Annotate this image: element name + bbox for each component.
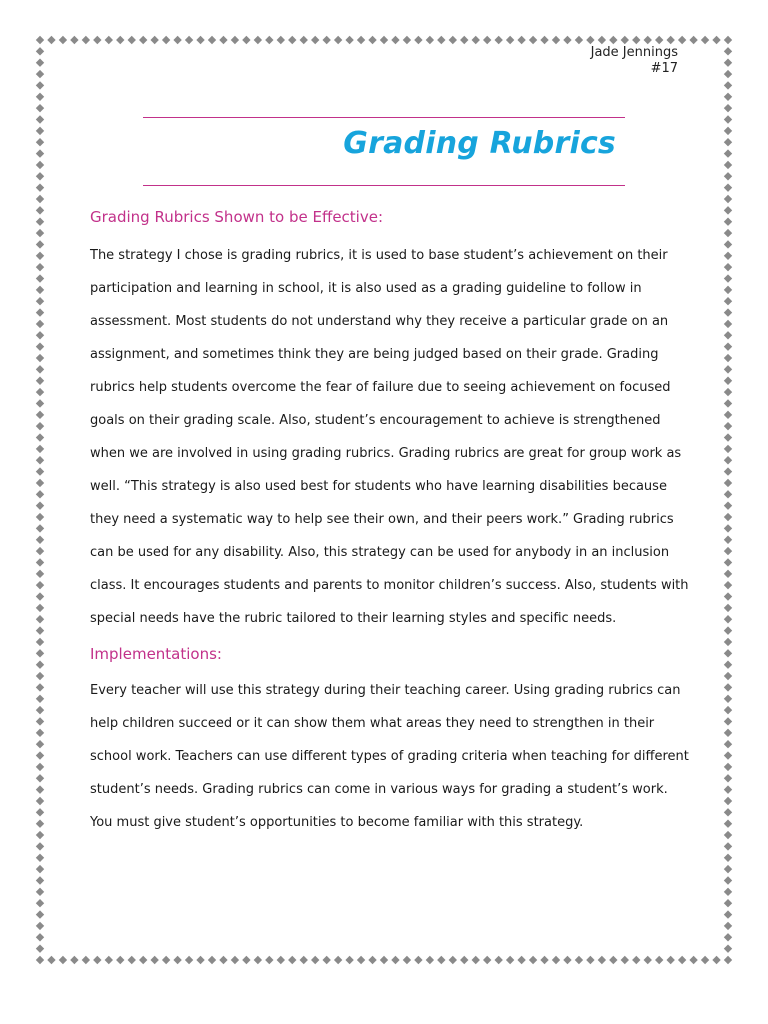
border-diamond xyxy=(552,36,560,44)
border-diamond xyxy=(36,922,44,930)
border-diamond xyxy=(621,956,629,964)
border-diamond xyxy=(724,297,732,305)
border-diamond xyxy=(36,683,44,691)
border-diamond xyxy=(36,649,44,657)
border-diamond xyxy=(586,36,594,44)
border-diamond xyxy=(460,36,468,44)
border-diamond xyxy=(575,956,583,964)
border-diamond xyxy=(36,422,44,430)
border-diamond xyxy=(575,36,583,44)
border-diamond xyxy=(598,956,606,964)
border-diamond xyxy=(724,626,732,634)
border-diamond xyxy=(36,206,44,214)
border-diamond xyxy=(36,547,44,555)
border-diamond xyxy=(36,729,44,737)
border-diamond xyxy=(494,956,502,964)
border-diamond xyxy=(632,956,640,964)
border-diamond xyxy=(724,740,732,748)
border-diamond xyxy=(666,36,674,44)
border-diamond xyxy=(36,297,44,305)
border-diamond xyxy=(36,695,44,703)
border-diamond xyxy=(357,956,365,964)
border-diamond xyxy=(724,831,732,839)
border-diamond xyxy=(724,388,732,396)
border-diamond xyxy=(724,274,732,282)
border-diamond xyxy=(529,36,537,44)
border-diamond xyxy=(36,286,44,294)
border-diamond xyxy=(724,513,732,521)
border-diamond xyxy=(391,36,399,44)
border-diamond xyxy=(311,36,319,44)
border-diamond xyxy=(724,47,732,55)
border-diamond xyxy=(36,388,44,396)
border-diamond xyxy=(36,47,44,55)
border-diamond xyxy=(644,956,652,964)
border-diamond xyxy=(724,445,732,453)
border-diamond xyxy=(265,956,273,964)
border-diamond xyxy=(724,36,732,44)
border-diamond xyxy=(724,660,732,668)
border-diamond xyxy=(403,36,411,44)
border-diamond xyxy=(242,36,250,44)
border-diamond xyxy=(36,706,44,714)
border-diamond xyxy=(724,59,732,67)
border-diamond xyxy=(288,36,296,44)
border-diamond xyxy=(724,206,732,214)
border-diamond xyxy=(724,524,732,532)
border-diamond xyxy=(322,956,330,964)
border-diamond xyxy=(36,570,44,578)
border-diamond xyxy=(36,842,44,850)
border-diamond xyxy=(506,956,514,964)
border-diamond xyxy=(724,195,732,203)
border-diamond xyxy=(162,956,170,964)
border-diamond xyxy=(724,104,732,112)
border-diamond xyxy=(724,615,732,623)
border-diamond xyxy=(277,36,285,44)
border-diamond xyxy=(36,615,44,623)
border-diamond xyxy=(689,36,697,44)
border-diamond xyxy=(36,149,44,157)
border-diamond xyxy=(724,365,732,373)
border-diamond xyxy=(472,956,480,964)
border-diamond xyxy=(36,59,44,67)
border-diamond xyxy=(36,399,44,407)
border-diamond xyxy=(208,956,216,964)
border-diamond xyxy=(621,36,629,44)
border-diamond xyxy=(712,956,720,964)
border-diamond xyxy=(437,36,445,44)
border-diamond xyxy=(517,956,525,964)
author-number: #17 xyxy=(650,61,678,76)
border-diamond xyxy=(437,956,445,964)
border-diamond xyxy=(724,172,732,180)
border-diamond xyxy=(724,570,732,578)
border-diamond xyxy=(724,842,732,850)
border-diamond xyxy=(36,342,44,350)
border-diamond xyxy=(300,36,308,44)
border-diamond xyxy=(36,161,44,169)
title-rule-bottom xyxy=(143,185,625,186)
border-diamond xyxy=(36,524,44,532)
border-diamond xyxy=(724,229,732,237)
border-diamond xyxy=(724,683,732,691)
border-diamond xyxy=(36,456,44,464)
border-diamond xyxy=(724,240,732,248)
border-diamond xyxy=(655,36,663,44)
border-diamond xyxy=(36,377,44,385)
border-diamond xyxy=(529,956,537,964)
border-diamond xyxy=(116,36,124,44)
border-diamond xyxy=(724,751,732,759)
border-diamond xyxy=(724,263,732,271)
border-diamond xyxy=(36,308,44,316)
border-diamond xyxy=(59,956,67,964)
border-diamond xyxy=(701,956,709,964)
border-diamond xyxy=(724,320,732,328)
border-diamond xyxy=(36,672,44,680)
border-diamond xyxy=(36,626,44,634)
border-diamond xyxy=(483,956,491,964)
border-diamond xyxy=(724,308,732,316)
border-diamond xyxy=(403,956,411,964)
border-diamond xyxy=(36,252,44,260)
border-diamond xyxy=(36,831,44,839)
border-diamond xyxy=(724,706,732,714)
border-diamond xyxy=(173,36,181,44)
border-diamond xyxy=(254,956,262,964)
border-diamond xyxy=(196,956,204,964)
border-diamond xyxy=(36,717,44,725)
border-diamond xyxy=(678,956,686,964)
border-diamond xyxy=(36,763,44,771)
border-diamond xyxy=(345,36,353,44)
border-diamond xyxy=(139,36,147,44)
border-diamond xyxy=(414,36,422,44)
border-diamond xyxy=(254,36,262,44)
border-diamond xyxy=(334,36,342,44)
border-diamond xyxy=(185,36,193,44)
border-diamond xyxy=(724,649,732,657)
border-diamond xyxy=(724,354,732,362)
border-diamond xyxy=(36,195,44,203)
border-diamond xyxy=(724,536,732,544)
border-diamond xyxy=(36,81,44,89)
border-diamond xyxy=(150,956,158,964)
border-diamond xyxy=(724,592,732,600)
border-diamond xyxy=(288,956,296,964)
border-diamond xyxy=(666,956,674,964)
border-diamond xyxy=(36,127,44,135)
border-diamond xyxy=(36,888,44,896)
border-diamond xyxy=(36,785,44,793)
border-diamond xyxy=(724,729,732,737)
border-diamond xyxy=(219,956,227,964)
border-diamond xyxy=(70,956,78,964)
border-diamond xyxy=(632,36,640,44)
section-body-effective: The strategy I chose is grading rubrics, it is used to base student’s achievement on their participation and learning in school, it is also used as a grading guideline to follow in assessment. Most students do not understand why they receive a particular grade on an assignment, and sometimes think they are being judged based on their grade. Grading rubrics help students overcome the fear of failure due to seeing achievement on focused goals on their grading scale. Also, student’s encouragement to achieve is strengthened when we are involved in using grading rubrics. Grading rubrics are great for group work as well. “This strategy is also used best for students who have learning disabilities because they need a systematic way to help see their own, and their peers work.” Grading rubrics can be used for any disability. Also, this strategy can be used for anybody in an inclusion class. It encourages students and parents to monitor children’s success. Also, students with special needs have the rubric tailored to their learning styles and specific needs. xyxy=(90,248,689,626)
border-diamond xyxy=(598,36,606,44)
border-diamond xyxy=(724,638,732,646)
border-diamond xyxy=(36,638,44,646)
border-diamond xyxy=(36,479,44,487)
border-diamond xyxy=(36,944,44,952)
border-diamond xyxy=(357,36,365,44)
border-diamond xyxy=(185,956,193,964)
border-diamond xyxy=(724,797,732,805)
border-diamond xyxy=(506,36,514,44)
border-diamond xyxy=(724,490,732,498)
border-diamond xyxy=(724,854,732,862)
section-heading-effective: Grading Rubrics Shown to be Effective: xyxy=(90,208,383,226)
border-diamond xyxy=(449,956,457,964)
border-diamond xyxy=(724,604,732,612)
border-diamond xyxy=(47,36,55,44)
border-diamond xyxy=(36,354,44,362)
border-diamond xyxy=(724,774,732,782)
border-diamond xyxy=(724,183,732,191)
border-diamond xyxy=(36,660,44,668)
border-diamond xyxy=(36,899,44,907)
border-diamond xyxy=(426,956,434,964)
border-diamond xyxy=(36,592,44,600)
border-diamond xyxy=(724,888,732,896)
border-diamond xyxy=(105,36,113,44)
border-diamond xyxy=(724,218,732,226)
border-diamond xyxy=(322,36,330,44)
border-diamond xyxy=(414,956,422,964)
author-block xyxy=(591,45,678,77)
border-diamond xyxy=(36,70,44,78)
border-diamond xyxy=(426,36,434,44)
border-diamond xyxy=(724,558,732,566)
border-diamond xyxy=(36,320,44,328)
border-diamond xyxy=(231,956,239,964)
border-diamond xyxy=(36,490,44,498)
border-diamond xyxy=(724,501,732,509)
border-diamond xyxy=(494,36,502,44)
border-diamond xyxy=(70,36,78,44)
border-diamond xyxy=(36,183,44,191)
border-diamond xyxy=(724,933,732,941)
page-title: Grading Rubrics xyxy=(343,126,616,161)
border-diamond xyxy=(724,81,732,89)
border-diamond xyxy=(334,956,342,964)
border-diamond xyxy=(36,172,44,180)
border-diamond xyxy=(724,411,732,419)
border-diamond xyxy=(300,956,308,964)
border-diamond xyxy=(552,956,560,964)
border-diamond xyxy=(36,910,44,918)
border-diamond xyxy=(277,956,285,964)
border-diamond xyxy=(36,36,44,44)
border-diamond xyxy=(36,876,44,884)
border-diamond xyxy=(609,956,617,964)
border-diamond xyxy=(724,456,732,464)
border-diamond xyxy=(36,93,44,101)
border-diamond xyxy=(173,956,181,964)
border-diamond xyxy=(724,331,732,339)
border-diamond xyxy=(93,956,101,964)
border-diamond xyxy=(701,36,709,44)
border-diamond xyxy=(36,218,44,226)
border-diamond xyxy=(36,854,44,862)
border-diamond xyxy=(472,36,480,44)
border-diamond xyxy=(724,149,732,157)
border-diamond xyxy=(36,263,44,271)
border-diamond xyxy=(36,751,44,759)
border-diamond xyxy=(391,956,399,964)
border-diamond xyxy=(724,127,732,135)
border-diamond xyxy=(345,956,353,964)
title-rule-top xyxy=(143,117,625,118)
border-diamond xyxy=(517,36,525,44)
border-diamond xyxy=(724,547,732,555)
border-diamond xyxy=(460,956,468,964)
border-diamond xyxy=(724,286,732,294)
border-diamond xyxy=(540,956,548,964)
border-diamond xyxy=(128,956,136,964)
border-diamond xyxy=(724,808,732,816)
border-diamond xyxy=(724,479,732,487)
border-diamond xyxy=(231,36,239,44)
border-diamond xyxy=(724,399,732,407)
border-diamond xyxy=(128,36,136,44)
border-diamond xyxy=(36,820,44,828)
border-diamond xyxy=(36,138,44,146)
border-diamond xyxy=(265,36,273,44)
border-diamond xyxy=(724,342,732,350)
border-diamond xyxy=(116,956,124,964)
border-diamond xyxy=(36,229,44,237)
border-diamond xyxy=(36,467,44,475)
border-diamond xyxy=(36,365,44,373)
border-diamond xyxy=(36,774,44,782)
border-diamond xyxy=(36,411,44,419)
border-diamond xyxy=(208,36,216,44)
border-diamond xyxy=(609,36,617,44)
border-diamond xyxy=(36,501,44,509)
border-diamond xyxy=(380,956,388,964)
border-diamond xyxy=(724,944,732,952)
border-diamond xyxy=(689,956,697,964)
border-diamond xyxy=(47,956,55,964)
border-diamond xyxy=(724,876,732,884)
border-diamond xyxy=(724,115,732,123)
border-diamond xyxy=(724,161,732,169)
section-body-implementations: Every teacher will use this strategy during their teaching career. Using grading rubrics can help children succeed or it can show them what areas they need to strengthen in their school work. Teachers can use different types of grading criteria when teaching for different student’s needs. Grading rubrics can come in various ways for grading a student’s work. You must give student’s opportunities to become familiar with this strategy. xyxy=(90,683,689,830)
border-diamond xyxy=(712,36,720,44)
border-diamond xyxy=(368,956,376,964)
border-diamond xyxy=(724,956,732,964)
border-diamond xyxy=(36,604,44,612)
border-diamond xyxy=(150,36,158,44)
border-diamond xyxy=(724,695,732,703)
border-diamond xyxy=(724,820,732,828)
border-diamond xyxy=(449,36,457,44)
border-diamond xyxy=(311,956,319,964)
border-diamond xyxy=(36,115,44,123)
border-diamond xyxy=(36,956,44,964)
border-diamond xyxy=(36,445,44,453)
border-diamond xyxy=(563,956,571,964)
border-diamond xyxy=(724,422,732,430)
border-diamond xyxy=(724,377,732,385)
border-diamond xyxy=(724,138,732,146)
border-diamond xyxy=(655,956,663,964)
border-diamond xyxy=(36,433,44,441)
border-diamond xyxy=(36,740,44,748)
border-diamond xyxy=(36,274,44,282)
border-diamond xyxy=(724,433,732,441)
border-diamond xyxy=(368,36,376,44)
border-diamond xyxy=(162,36,170,44)
border-diamond xyxy=(724,252,732,260)
border-diamond xyxy=(93,36,101,44)
border-diamond xyxy=(724,785,732,793)
border-diamond xyxy=(724,922,732,930)
border-diamond xyxy=(724,672,732,680)
border-diamond xyxy=(105,956,113,964)
border-diamond xyxy=(36,104,44,112)
border-diamond xyxy=(724,899,732,907)
border-diamond xyxy=(36,558,44,566)
border-diamond xyxy=(586,956,594,964)
border-diamond xyxy=(36,797,44,805)
border-diamond xyxy=(540,36,548,44)
border-diamond xyxy=(139,956,147,964)
border-diamond xyxy=(724,70,732,78)
border-diamond xyxy=(483,36,491,44)
border-diamond xyxy=(36,808,44,816)
author-name: Jade Jennings xyxy=(590,45,678,60)
border-diamond xyxy=(36,513,44,521)
border-diamond xyxy=(724,93,732,101)
border-diamond xyxy=(36,581,44,589)
border-diamond xyxy=(36,240,44,248)
border-diamond xyxy=(242,956,250,964)
section-heading-implementations: Implementations: xyxy=(90,645,222,663)
border-diamond xyxy=(36,865,44,873)
border-diamond xyxy=(219,36,227,44)
border-diamond xyxy=(196,36,204,44)
border-diamond xyxy=(678,36,686,44)
border-diamond xyxy=(644,36,652,44)
border-diamond xyxy=(563,36,571,44)
border-diamond xyxy=(59,36,67,44)
border-diamond xyxy=(724,763,732,771)
border-diamond xyxy=(82,36,90,44)
border-diamond xyxy=(36,331,44,339)
border-diamond xyxy=(724,865,732,873)
border-diamond xyxy=(36,536,44,544)
border-diamond xyxy=(724,717,732,725)
border-diamond xyxy=(380,36,388,44)
border-diamond xyxy=(36,933,44,941)
border-diamond xyxy=(724,910,732,918)
border-diamond xyxy=(724,581,732,589)
border-diamond xyxy=(82,956,90,964)
border-diamond xyxy=(724,467,732,475)
